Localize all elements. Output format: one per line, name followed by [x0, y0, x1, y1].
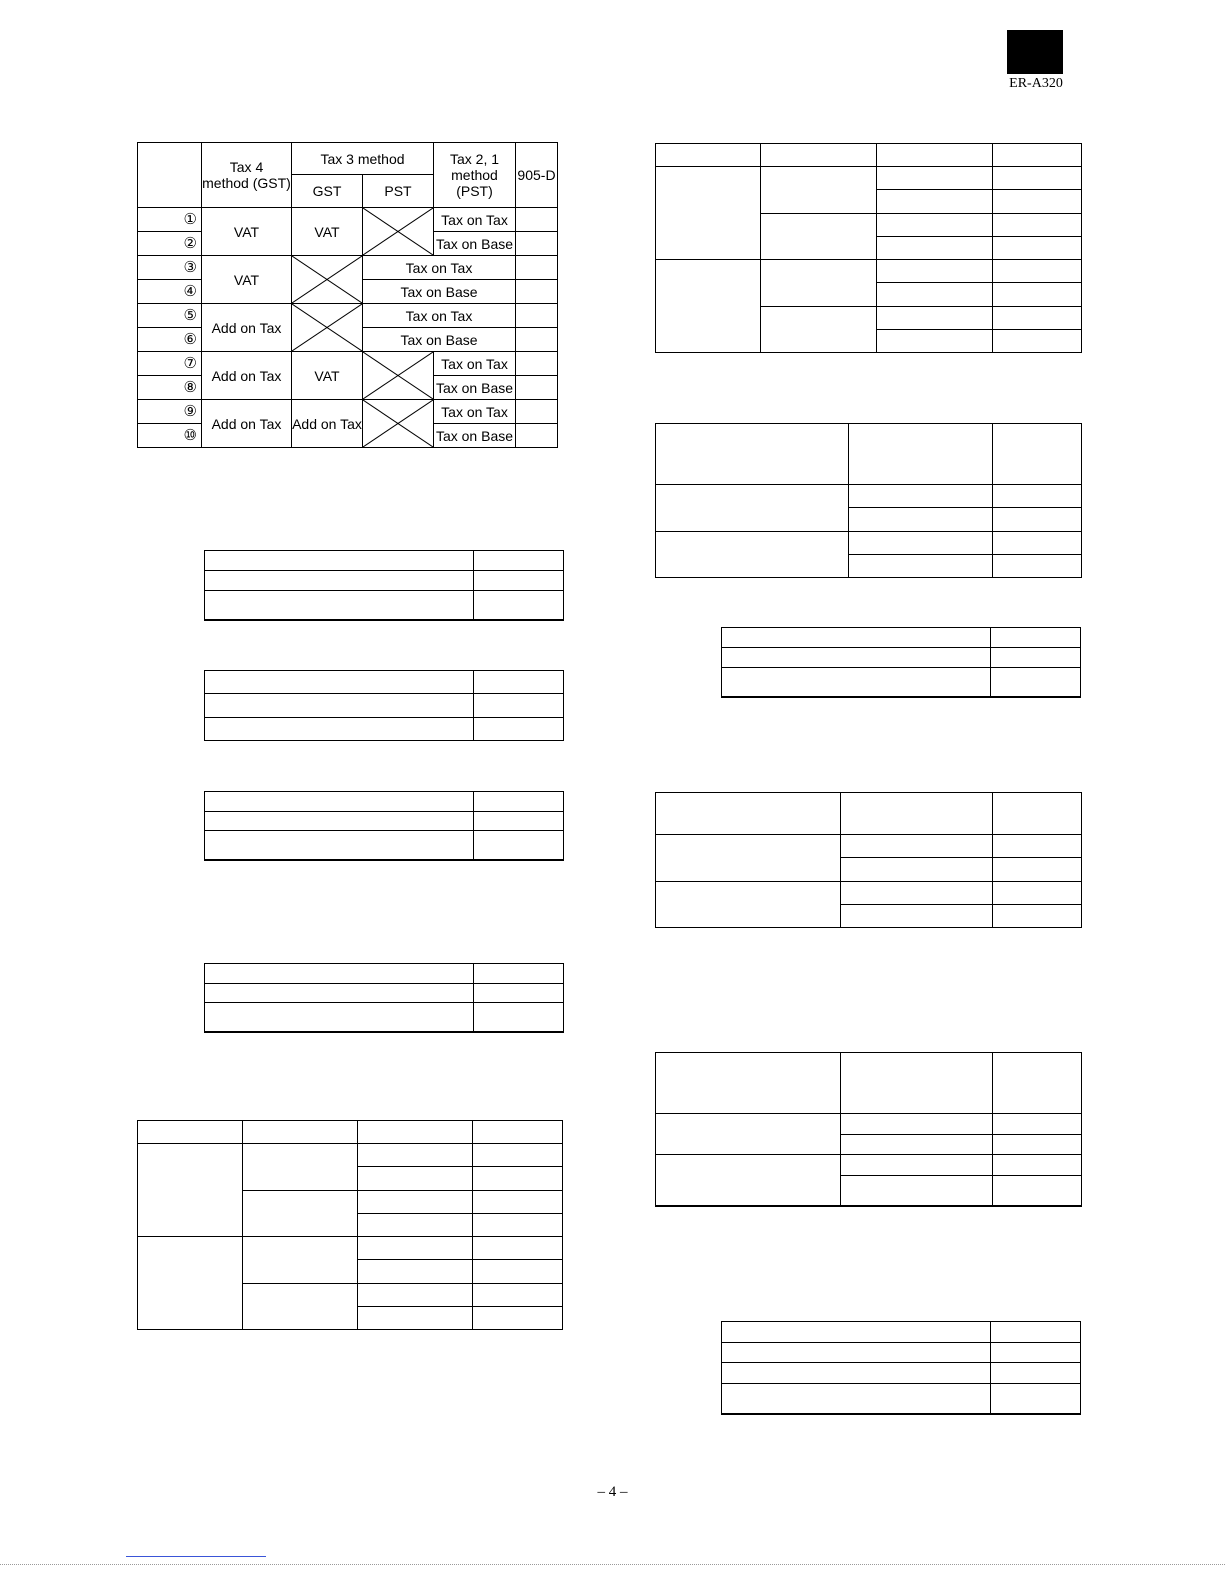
gst-method: VAT: [292, 208, 363, 256]
row-number: ③: [138, 256, 202, 280]
code-value: [516, 304, 558, 328]
pst-method: Tax on Tax: [363, 256, 516, 280]
pst-method: Tax on Tax: [363, 304, 516, 328]
tax4-method: Add on Tax: [202, 400, 292, 448]
code-value: [516, 424, 558, 448]
gst-method: VAT: [292, 352, 363, 400]
code-value: [516, 376, 558, 400]
header-gst: GST: [292, 175, 363, 208]
footer-link-underline: [126, 1556, 266, 1557]
code-value: [516, 280, 558, 304]
blank-table-right-3: [655, 792, 1082, 928]
blank-grid-table-left: [137, 1120, 563, 1330]
row-number: ⑥: [138, 328, 202, 352]
header-tax4: Tax 4 method (GST): [202, 143, 292, 208]
tax4-method: Add on Tax: [202, 352, 292, 400]
row-number: ④: [138, 280, 202, 304]
row-number: ②: [138, 232, 202, 256]
tax4-method: VAT: [202, 208, 292, 256]
corner-cell: [138, 143, 202, 208]
pst-method: Tax on Tax: [434, 352, 516, 376]
row-number: ⑨: [138, 400, 202, 424]
blank-table-right-2: [721, 627, 1081, 698]
code-value: [516, 328, 558, 352]
page-number: – 4 –: [597, 1484, 628, 1500]
header-code: 905-D: [516, 143, 558, 208]
pst-method: Tax on Base: [434, 232, 516, 256]
code-value: [516, 208, 558, 232]
brand-logo: [1007, 30, 1063, 74]
not-applicable-cross: [363, 208, 434, 256]
not-applicable-cross: [292, 256, 363, 304]
code-value: [516, 352, 558, 376]
gst-method: Add on Tax: [292, 400, 363, 448]
pst-method: Tax on Tax: [434, 400, 516, 424]
row-number: ⑤: [138, 304, 202, 328]
header-tax3: Tax 3 method: [292, 143, 434, 175]
row-number: ①: [138, 208, 202, 232]
tax-method-table: [137, 142, 558, 448]
blank-table-3: [204, 791, 564, 861]
blank-table-1: [204, 550, 564, 621]
pst-method: Tax on Base: [434, 376, 516, 400]
not-applicable-cross: [292, 304, 363, 352]
code-value: [516, 400, 558, 424]
footer-divider: [0, 1564, 1225, 1565]
blank-grid-table-right: [655, 143, 1082, 353]
pst-method: Tax on Base: [363, 280, 516, 304]
not-applicable-cross: [363, 352, 434, 400]
row-number: ⑦: [138, 352, 202, 376]
row-number: ⑧: [138, 376, 202, 400]
code-value: [516, 256, 558, 280]
pst-method: Tax on Tax: [434, 208, 516, 232]
row-number: ⑩: [138, 424, 202, 448]
blank-table-right-4: [655, 1052, 1082, 1207]
tax4-method: VAT: [202, 256, 292, 304]
model-number: ER-A320: [1009, 76, 1063, 91]
blank-table-2: [204, 670, 564, 741]
blank-table-4: [204, 963, 564, 1033]
header-pst: PST: [363, 175, 434, 208]
not-applicable-cross: [363, 400, 434, 448]
code-value: [516, 232, 558, 256]
blank-table-right-5: [721, 1321, 1081, 1415]
tax4-method: Add on Tax: [202, 304, 292, 352]
blank-table-right-1: [655, 423, 1082, 578]
pst-method: Tax on Base: [363, 328, 516, 352]
header-tax21: Tax 2, 1 method (PST): [434, 143, 516, 208]
pst-method: Tax on Base: [434, 424, 516, 448]
